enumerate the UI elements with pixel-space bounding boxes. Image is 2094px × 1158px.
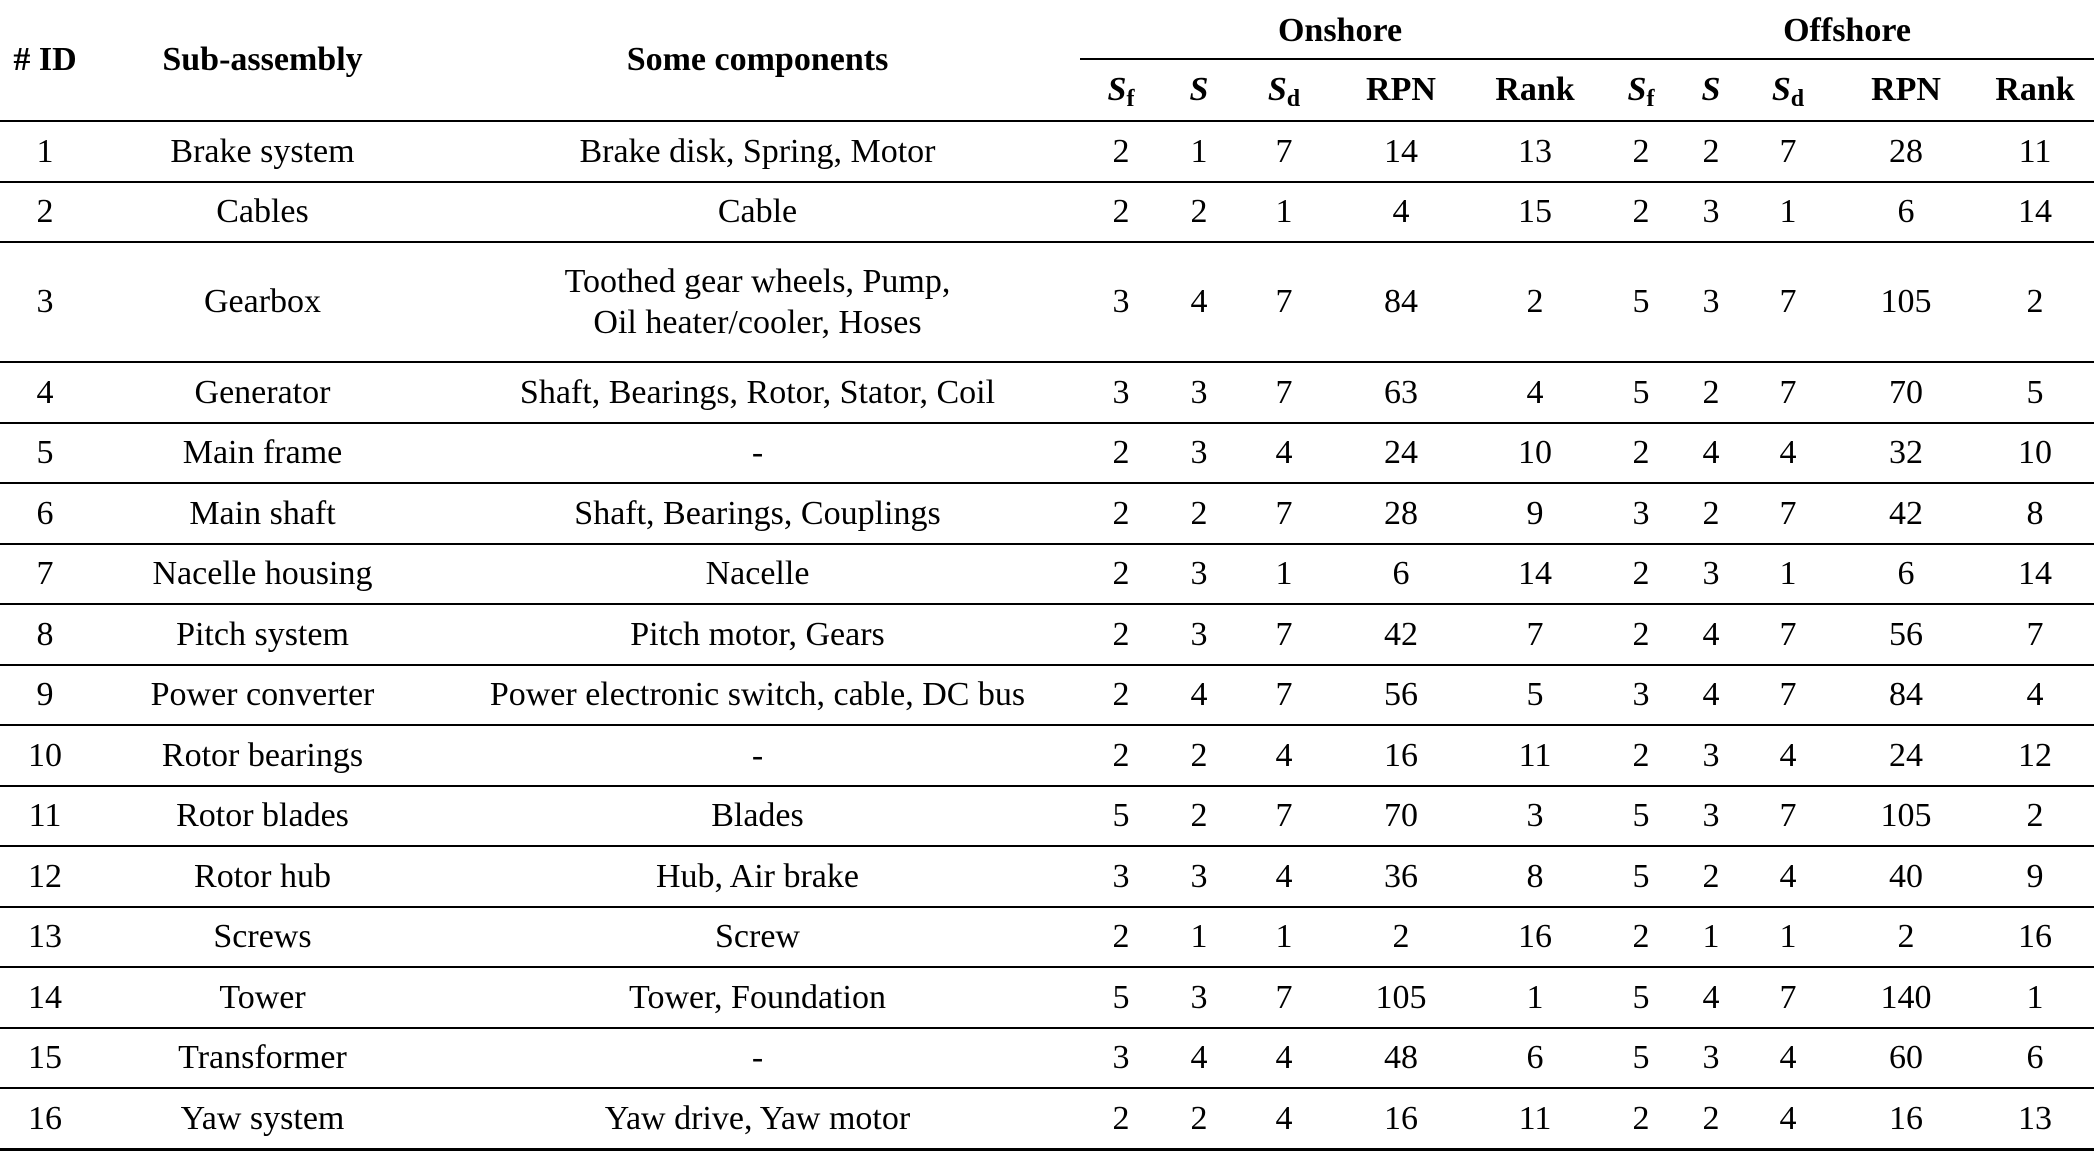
header-row-groups	[0, 0, 2094, 59]
table-row	[0, 362, 2094, 423]
component-line: Screw	[715, 918, 800, 956]
cell-id: 9	[36, 676, 54, 714]
cell-offshore-sd: 7	[1779, 615, 1797, 653]
header-onshore-rpn: RPN	[1366, 71, 1436, 108]
component-line: -	[751, 434, 764, 472]
cell-onshore-sd: 7	[1275, 615, 1293, 653]
cell-subassembly: Cables	[216, 193, 309, 231]
header-components: Some components	[626, 41, 889, 78]
cell-offshore-rpn: 24	[1889, 736, 1924, 774]
cell-offshore-sd: 7	[1779, 978, 1797, 1016]
component-line: Tower, Foundation	[629, 978, 886, 1016]
cell-offshore-sf: 3	[1632, 494, 1650, 532]
cell-onshore-sf: 5	[1112, 797, 1130, 835]
cell-offshore-rpn: 56	[1889, 615, 1924, 653]
cell-onshore-sf: 2	[1112, 736, 1130, 774]
cell-offshore-sf: 5	[1632, 857, 1650, 895]
cell-offshore-rpn: 40	[1889, 857, 1924, 895]
cell-components	[435, 1088, 1080, 1149]
cell-onshore-rpn: 36	[1384, 857, 1418, 895]
cell-offshore-sf: 2	[1632, 918, 1650, 956]
cell-onshore-sf: 2	[1112, 615, 1130, 653]
cell-subassembly: Tower	[219, 978, 306, 1016]
cell-offshore-sf: 5	[1632, 373, 1650, 411]
cell-onshore-rank: 5	[1526, 676, 1544, 714]
cell-offshore-rank: 5	[2026, 373, 2044, 411]
header-subassembly: Sub-assembly	[162, 41, 363, 78]
cell-id: 10	[28, 736, 62, 774]
table-row	[0, 423, 2094, 484]
cell-onshore-sf: 2	[1112, 132, 1130, 170]
cell-offshore-s: 3	[1702, 797, 1720, 835]
cell-offshore-sd: 7	[1779, 283, 1797, 321]
cell-offshore-s: 2	[1702, 132, 1720, 170]
cell-onshore-s: 2	[1190, 193, 1208, 231]
cell-id: 4	[36, 373, 54, 411]
cell-offshore-rank: 8	[2026, 494, 2044, 532]
cell-onshore-sd: 1	[1275, 555, 1293, 593]
cell-components	[435, 907, 1080, 968]
cell-offshore-rank: 10	[2018, 434, 2053, 472]
cell-onshore-sd: 7	[1275, 797, 1293, 835]
table-row	[0, 483, 2094, 544]
cell-offshore-s: 3	[1702, 283, 1720, 321]
header-onshore-sf	[1080, 59, 1162, 121]
cell-onshore-rpn: 14	[1384, 132, 1418, 170]
cell-offshore-sf: 5	[1632, 1039, 1650, 1077]
cell-subassembly: Rotor hub	[194, 857, 331, 895]
cell-offshore-s: 3	[1702, 193, 1720, 231]
cell-onshore-sf: 2	[1112, 193, 1130, 231]
table-row	[0, 604, 2094, 665]
cell-onshore-rpn: 84	[1384, 283, 1418, 321]
component-line: Brake disk, Spring, Motor	[579, 132, 936, 170]
component-line: Yaw drive, Yaw motor	[604, 1099, 911, 1137]
cell-onshore-sf: 2	[1112, 1099, 1130, 1137]
table-row	[0, 121, 2094, 182]
cell-subassembly: Transformer	[178, 1039, 347, 1077]
cell-subassembly: Pitch system	[176, 615, 349, 653]
cell-onshore-rpn: 70	[1384, 797, 1418, 835]
cell-components	[435, 423, 1080, 484]
table-row	[0, 1088, 2094, 1149]
cell-onshore-rank: 9	[1526, 494, 1544, 532]
cell-onshore-rank: 7	[1526, 615, 1544, 653]
cell-offshore-rpn: 60	[1889, 1039, 1924, 1077]
cell-offshore-sd: 4	[1779, 857, 1797, 895]
cell-offshore-sd: 1	[1779, 193, 1797, 231]
cell-offshore-s: 4	[1702, 434, 1720, 472]
cell-onshore-sf: 3	[1112, 1039, 1130, 1077]
table-row	[0, 725, 2094, 786]
cell-offshore-sf: 2	[1632, 132, 1650, 170]
header-offshore-rpn: RPN	[1871, 71, 1941, 108]
cell-onshore-rpn: 48	[1384, 1039, 1418, 1077]
header-offshore-rank: Rank	[1995, 71, 2075, 108]
cell-offshore-sd: 4	[1779, 1039, 1797, 1077]
cell-components	[435, 1028, 1080, 1089]
table-row	[0, 242, 2094, 362]
cell-onshore-s: 3	[1190, 373, 1208, 411]
cell-onshore-sd: 4	[1275, 857, 1293, 895]
cell-offshore-sf: 5	[1632, 283, 1650, 321]
cell-offshore-sf: 2	[1632, 615, 1650, 653]
component-line: Oil heater/cooler, Hoses	[593, 304, 922, 341]
cell-onshore-sd: 4	[1275, 736, 1293, 774]
cell-onshore-rank: 14	[1518, 555, 1552, 593]
cell-onshore-rank: 11	[1518, 736, 1552, 774]
cell-onshore-s: 2	[1190, 494, 1208, 532]
component-line: Toothed gear wheels, Pump,	[564, 262, 951, 300]
cell-offshore-sf: 2	[1632, 1099, 1650, 1137]
cell-offshore-s: 3	[1702, 555, 1720, 593]
cell-onshore-s: 3	[1190, 857, 1208, 895]
sf-subscript: f	[1646, 86, 1655, 112]
cell-offshore-sf: 5	[1632, 978, 1650, 1016]
cell-onshore-rank: 4	[1526, 373, 1544, 411]
cell-onshore-rank: 10	[1518, 434, 1552, 472]
cell-offshore-rank: 1	[2026, 978, 2044, 1016]
cell-onshore-rank: 8	[1526, 857, 1544, 895]
cell-offshore-rpn: 105	[1880, 283, 1932, 321]
cell-offshore-sd: 7	[1779, 797, 1797, 835]
cell-onshore-sf: 3	[1112, 373, 1130, 411]
cell-offshore-sd: 1	[1779, 918, 1797, 956]
cell-onshore-rpn: 4	[1392, 193, 1410, 231]
sd-symbol: S	[1267, 71, 1287, 108]
cell-onshore-rpn: 2	[1392, 918, 1410, 956]
sf-symbol: S	[1627, 71, 1647, 108]
cell-offshore-rpn: 105	[1880, 797, 1932, 835]
cell-id: 13	[28, 918, 62, 956]
cell-onshore-rank: 2	[1526, 283, 1544, 321]
cell-onshore-sf: 3	[1112, 283, 1130, 321]
cell-id: 8	[36, 615, 54, 653]
cell-onshore-sd: 4	[1275, 1099, 1293, 1137]
cell-subassembly: Rotor bearings	[161, 736, 364, 774]
cell-offshore-rank: 14	[2018, 193, 2053, 231]
cell-onshore-s: 2	[1190, 1099, 1208, 1137]
cell-offshore-s: 2	[1702, 494, 1720, 532]
cell-subassembly: Generator	[194, 373, 331, 411]
cell-id: 16	[28, 1099, 62, 1137]
table-row	[0, 967, 2094, 1028]
cell-offshore-sf: 3	[1632, 676, 1650, 714]
cell-offshore-rank: 11	[2018, 132, 2052, 170]
cell-onshore-rank: 15	[1518, 193, 1552, 231]
cell-onshore-rank: 1	[1526, 978, 1544, 1016]
cell-onshore-s: 4	[1190, 283, 1208, 321]
cell-id: 5	[36, 434, 54, 472]
table-body	[0, 121, 2094, 1149]
table-row	[0, 846, 2094, 907]
cell-id: 7	[36, 555, 54, 593]
header-onshore-s	[1162, 59, 1236, 121]
sd-subscript: d	[1286, 86, 1301, 112]
table-row	[0, 907, 2094, 968]
cell-onshore-rank: 16	[1518, 918, 1552, 956]
cell-offshore-rank: 16	[2018, 918, 2053, 956]
cell-offshore-s: 1	[1702, 918, 1720, 956]
header-onshore-sd	[1236, 59, 1332, 121]
cell-components	[435, 483, 1080, 544]
cell-subassembly: Gearbox	[203, 283, 322, 321]
cell-onshore-rank: 11	[1518, 1099, 1552, 1137]
cell-onshore-s: 2	[1190, 797, 1208, 835]
cell-onshore-sd: 1	[1275, 918, 1293, 956]
cell-onshore-rpn: 63	[1384, 373, 1418, 411]
cell-offshore-sd: 4	[1779, 434, 1797, 472]
header-onshore-group	[1080, 0, 1600, 59]
cell-onshore-rpn: 42	[1384, 615, 1418, 653]
cell-onshore-rank: 3	[1526, 797, 1544, 835]
cell-onshore-rpn: 28	[1384, 494, 1418, 532]
cell-onshore-rank: 6	[1526, 1039, 1544, 1077]
cell-components	[435, 665, 1080, 726]
component-line: Power electronic switch, cable, DC bus	[489, 676, 1026, 714]
cell-components	[435, 967, 1080, 1028]
component-line: Blades	[711, 797, 804, 835]
cell-offshore-s: 3	[1702, 1039, 1720, 1077]
cell-onshore-rpn: 6	[1392, 555, 1410, 593]
cell-onshore-sf: 2	[1112, 494, 1130, 532]
cell-onshore-sd: 7	[1275, 283, 1293, 321]
component-line: Cable	[717, 193, 798, 231]
cell-onshore-sd: 4	[1275, 1039, 1293, 1077]
cell-components	[435, 362, 1080, 423]
sd-subscript: d	[1790, 86, 1805, 112]
sd-symbol: S	[1771, 71, 1791, 108]
cell-offshore-s: 4	[1702, 676, 1720, 714]
header-onshore-label: Onshore	[1277, 12, 1403, 49]
cell-offshore-rpn: 32	[1889, 434, 1924, 472]
cell-subassembly: Yaw system	[180, 1099, 345, 1137]
cell-onshore-sd: 7	[1275, 132, 1293, 170]
component-line: Shaft, Bearings, Couplings	[574, 494, 941, 532]
cell-subassembly: Screws	[213, 918, 312, 956]
header-id: # ID	[13, 41, 77, 78]
cell-onshore-sd: 7	[1275, 373, 1293, 411]
component-line: -	[751, 1039, 764, 1077]
cell-onshore-sf: 2	[1112, 676, 1130, 714]
cell-components	[435, 121, 1080, 182]
cell-offshore-s: 2	[1702, 373, 1720, 411]
header-offshore-group	[1600, 0, 2094, 59]
cell-onshore-sd: 7	[1275, 978, 1293, 1016]
s-symbol: S	[1189, 71, 1209, 108]
cell-id: 14	[28, 978, 62, 1016]
component-line: Pitch motor, Gears	[630, 615, 885, 653]
cell-offshore-sf: 2	[1632, 736, 1650, 774]
cell-id: 15	[28, 1039, 62, 1077]
cell-id: 2	[36, 193, 54, 231]
cell-onshore-s: 3	[1190, 555, 1208, 593]
cell-onshore-rpn: 24	[1384, 434, 1418, 472]
cell-onshore-sd: 7	[1275, 676, 1293, 714]
table-header	[0, 0, 2094, 121]
cell-offshore-rpn: 2	[1897, 918, 1915, 956]
cell-onshore-s: 1	[1190, 918, 1208, 956]
cell-offshore-sd: 7	[1779, 494, 1797, 532]
header-onshore-rank: Rank	[1495, 71, 1575, 108]
cell-offshore-sd: 7	[1779, 373, 1797, 411]
header-offshore-sf	[1600, 59, 1682, 121]
header-offshore-sd	[1740, 59, 1836, 121]
cell-offshore-rank: 2	[2026, 283, 2044, 321]
cell-offshore-sf: 5	[1632, 797, 1650, 835]
cell-onshore-s: 3	[1190, 615, 1208, 653]
cell-onshore-sf: 2	[1112, 555, 1130, 593]
table-row	[0, 182, 2094, 243]
cell-offshore-rpn: 140	[1880, 978, 1932, 1016]
sf-subscript: f	[1126, 86, 1135, 112]
cell-components	[435, 725, 1080, 786]
cell-offshore-sf: 2	[1632, 193, 1650, 231]
cell-onshore-sd: 1	[1275, 193, 1293, 231]
cell-onshore-rpn: 56	[1384, 676, 1418, 714]
cell-onshore-sf: 5	[1112, 978, 1130, 1016]
cell-offshore-sd: 4	[1779, 736, 1797, 774]
cell-onshore-s: 4	[1190, 676, 1208, 714]
cell-offshore-rpn: 6	[1897, 193, 1915, 231]
cell-offshore-sd: 4	[1779, 1099, 1797, 1137]
cell-offshore-sd: 1	[1779, 555, 1797, 593]
cell-subassembly: Brake system	[170, 132, 355, 170]
cell-id: 11	[28, 797, 62, 835]
cell-onshore-rpn: 16	[1384, 1099, 1418, 1137]
cell-offshore-rpn: 16	[1889, 1099, 1924, 1137]
cell-offshore-rank: 2	[2026, 797, 2044, 835]
cell-offshore-s: 4	[1702, 615, 1720, 653]
component-line: Shaft, Bearings, Rotor, Stator, Coil	[519, 373, 996, 411]
cell-subassembly: Main frame	[182, 434, 343, 472]
cell-onshore-rpn: 16	[1384, 736, 1418, 774]
cell-components	[435, 242, 1080, 362]
cell-subassembly: Main shaft	[189, 494, 336, 532]
cell-onshore-s: 4	[1190, 1039, 1208, 1077]
cell-offshore-sf: 2	[1632, 555, 1650, 593]
cell-onshore-sd: 4	[1275, 434, 1293, 472]
cell-onshore-sd: 7	[1275, 494, 1293, 532]
cell-onshore-s: 1	[1190, 132, 1208, 170]
cell-subassembly: Rotor blades	[176, 797, 349, 835]
cell-onshore-s: 2	[1190, 736, 1208, 774]
cell-offshore-s: 2	[1702, 857, 1720, 895]
cell-components	[435, 544, 1080, 605]
cell-id: 12	[28, 857, 62, 895]
cell-offshore-rank: 4	[2026, 676, 2044, 714]
cell-onshore-s: 3	[1190, 978, 1208, 1016]
cell-id: 1	[36, 132, 54, 170]
cell-id: 3	[36, 283, 54, 321]
cell-offshore-s: 4	[1702, 978, 1720, 1016]
cell-subassembly: Nacelle housing	[152, 555, 373, 593]
cell-offshore-s: 3	[1702, 736, 1720, 774]
cell-offshore-s: 2	[1702, 1099, 1720, 1137]
component-line: Hub, Air brake	[655, 857, 859, 895]
table-row	[0, 1028, 2094, 1089]
s-symbol: S	[1701, 71, 1721, 108]
cell-offshore-sd: 7	[1779, 132, 1797, 170]
cell-offshore-sf: 2	[1632, 434, 1650, 472]
cell-offshore-rpn: 42	[1889, 494, 1924, 532]
cell-offshore-sd: 7	[1779, 676, 1797, 714]
cell-subassembly: Power converter	[150, 676, 375, 714]
table-row	[0, 544, 2094, 605]
cell-offshore-rpn: 6	[1897, 555, 1915, 593]
cell-offshore-rank: 9	[2026, 857, 2044, 895]
cell-offshore-rank: 14	[2018, 555, 2053, 593]
cell-components	[435, 786, 1080, 847]
cell-onshore-sf: 3	[1112, 857, 1130, 895]
cell-onshore-sf: 2	[1112, 918, 1130, 956]
cell-offshore-rank: 12	[2018, 736, 2053, 774]
cell-onshore-sf: 2	[1112, 434, 1130, 472]
header-offshore-label: Offshore	[1783, 12, 1911, 49]
cell-onshore-s: 3	[1190, 434, 1208, 472]
cell-offshore-rpn: 70	[1889, 373, 1924, 411]
cell-offshore-rank: 13	[2018, 1099, 2053, 1137]
cell-offshore-rpn: 28	[1889, 132, 1924, 170]
table-row	[0, 665, 2094, 726]
cell-offshore-rpn: 84	[1889, 676, 1924, 714]
cell-onshore-rpn: 105	[1375, 978, 1427, 1016]
cell-offshore-rank: 7	[2026, 615, 2044, 653]
cell-onshore-rank: 13	[1518, 132, 1552, 170]
sf-symbol: S	[1107, 71, 1127, 108]
cell-components	[435, 604, 1080, 665]
cell-components	[435, 846, 1080, 907]
cell-offshore-rank: 6	[2026, 1039, 2044, 1077]
cell-components	[435, 182, 1080, 243]
component-line: Nacelle	[705, 555, 810, 593]
header-offshore-s	[1682, 59, 1740, 121]
cell-id: 6	[36, 494, 54, 532]
component-line: -	[751, 736, 764, 774]
table-row	[0, 786, 2094, 847]
